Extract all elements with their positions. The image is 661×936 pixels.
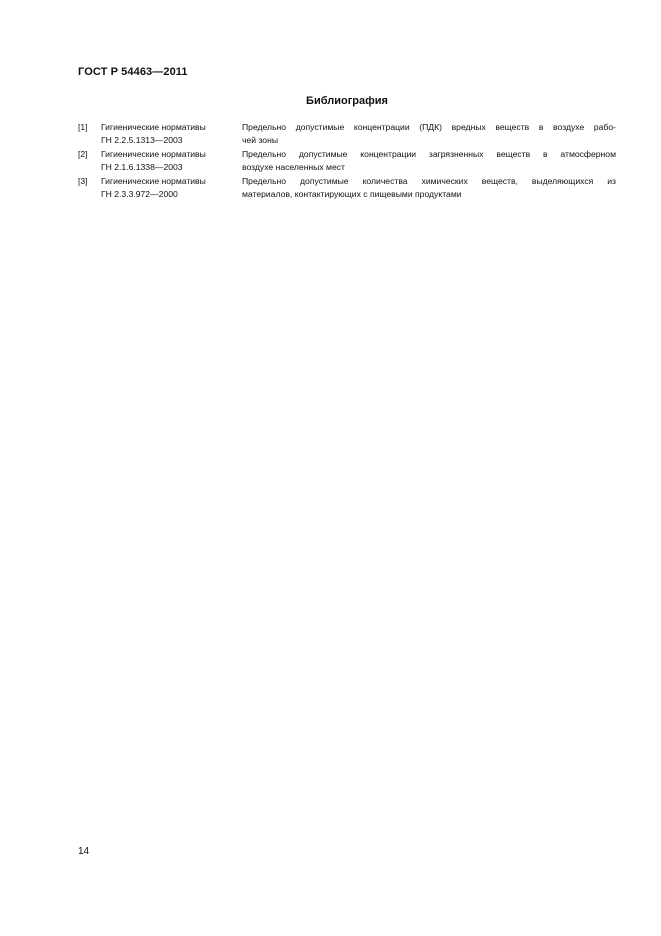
reference-description-line: материалов, контактирующих с пищевыми продуктами	[242, 189, 462, 199]
reference-source	[101, 121, 242, 147]
reference-source	[101, 175, 242, 201]
reference-source-title: Гигиенические нормативы	[101, 176, 206, 186]
document-code: ГОСТ Р 54463—2011	[78, 66, 188, 78]
reference-description-line: воздухе населенных мест	[242, 162, 345, 172]
section-title: Библиография	[306, 95, 388, 107]
reference-number: [2]	[78, 149, 88, 159]
bibliography-entry	[78, 175, 616, 201]
reference-description-line: чей зоны	[242, 135, 278, 145]
reference-description	[242, 148, 616, 174]
reference-source-title: Гигиенические нормативы	[101, 149, 206, 159]
bibliography-list	[78, 121, 616, 202]
reference-description-line: Предельно допустимые концентрации (ПДК) вредных веществ в воздухе рабо-	[242, 122, 616, 132]
reference-source-title: Гигиенические нормативы	[101, 122, 206, 132]
reference-source-code: ГН 2.2.5.1313—2003	[101, 135, 183, 145]
reference-number: [3]	[78, 176, 88, 186]
reference-source-code: ГН 2.1.6.1338—2003	[101, 162, 183, 172]
reference-description-line: Предельно допустимые количества химических веществ, выделяющихся из	[242, 176, 616, 186]
reference-source-code: ГН 2.3.3.972—2000	[101, 189, 178, 199]
reference-description	[242, 175, 616, 201]
reference-source	[101, 148, 242, 174]
reference-description-line: Предельно допустимые концентрации загрязненных веществ в атмосферном	[242, 149, 616, 159]
page-number: 14	[78, 846, 90, 857]
bibliography-entry	[78, 148, 616, 174]
reference-number: [1]	[78, 122, 88, 132]
reference-description	[242, 121, 616, 147]
bibliography-entry	[78, 121, 616, 147]
